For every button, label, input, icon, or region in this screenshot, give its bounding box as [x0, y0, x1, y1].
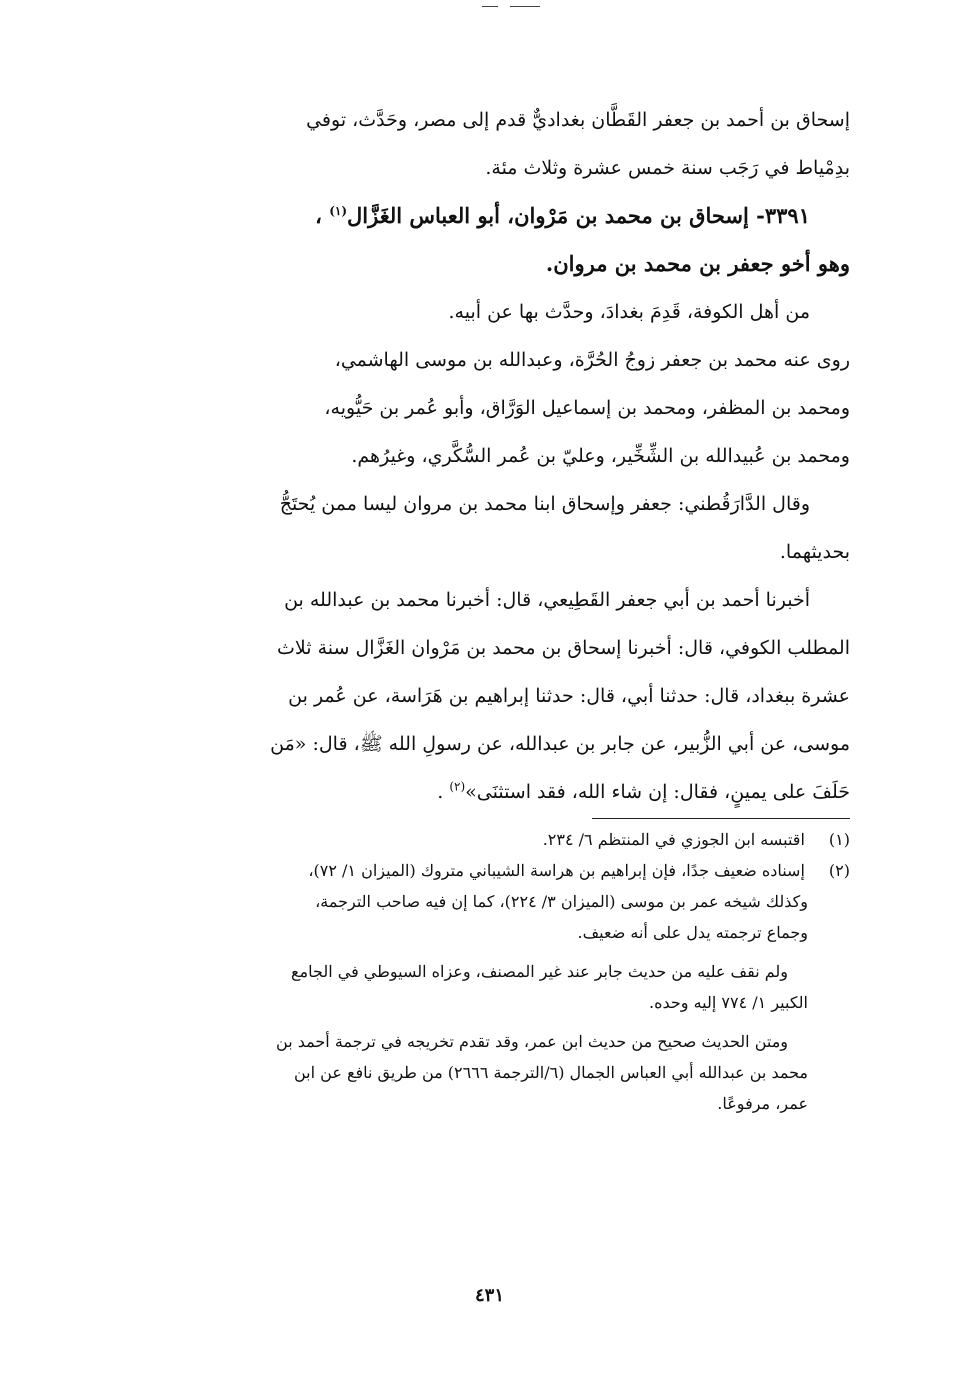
- text-line: وقال الدَّارَقُطني: جعفر وإسحاق ابنا محمد بن مروان ليسا ممن يُحتَجُّ: [279, 493, 810, 515]
- text-line: حَلَفَ على يمينٍ، فقال: إن شاء الله، فقد استثنَى»$^{(٢)}$ .: [437, 779, 850, 803]
- footnote-line: وجماع ترجمته يدل على أنه ضعيف.: [577, 923, 808, 942]
- text-line: بدِمْياط في رَجَب سنة خمس عشرة وثلاث مئة.: [485, 157, 850, 179]
- header-rule: [482, 6, 498, 7]
- footnote-ref: (١): [329, 204, 348, 218]
- text-line: من أهل الكوفة، قَدِمَ بغدادَ، وحدَّث بها عن أبيه.: [448, 301, 810, 323]
- text-line: ومحمد بن المظفر، ومحمد بن إسماعيل الوَرَّاق، وأبو عُمر بن حَيُّويه،: [324, 397, 850, 419]
- footnote-number: (٢): [828, 861, 850, 880]
- footnote-line: ولم نقف عليه من حديث جابر عند غير المصنف، وعزاه السيوطي في الجامع: [291, 962, 788, 981]
- text-line: إسحاق بن أحمد بن جعفر القَطَّان بغداديٌّ قدم إلى مصر، وحَدَّث، توفي: [306, 109, 850, 131]
- footnote-line: وكذلك شيخه عمر بن موسى (الميزان ٣/ ٢٢٤)، كما إن فيه صاحب الترجمة،: [315, 892, 808, 911]
- footnote-line: ومتن الحديث صحيح من حديث ابن عمر، وقد تقدم تخريجه في ترجمة أحمد بن: [276, 1032, 788, 1051]
- text-line: بحديثهما.: [779, 541, 850, 563]
- text-line: أخبرنا أحمد بن أبي جعفر القَطِيعي، قال: أخبرنا محمد بن عبدالله بن: [284, 589, 810, 611]
- page-number: ٤٣١: [474, 1285, 504, 1306]
- footnote-1: (١) اقتبسه ابن الجوزي في المنتظم ٦/ ٢٣٤.: [138, 824, 850, 855]
- text-line: عشرة ببغداد، قال: حدثنا أبي، قال: حدثنا إبراهيم بن هَرَاسة، عن عُمر بن: [288, 685, 850, 707]
- footnote-2: (٢) إسناده ضعيف جدًا، فإن إبراهيم بن هراسة الشيباني متروك (الميزان ١/ ٧٢)،: [138, 855, 850, 886]
- footnote-line: عمر، مرفوعًا.: [717, 1094, 808, 1113]
- footnote-line: الكبير ١/ ٧٧٤ إليه وحده.: [649, 993, 808, 1012]
- text-line: موسى، عن أبي الزُّبير، عن جابر بن عبدالله، عن رسولِ الله ﷺ، قال: «مَن: [270, 733, 850, 755]
- footnote-line: محمد بن عبدالله أبي العباس الجمال (٦/الترجمة ٢٦٦٦) من طريق نافع عن ابن: [293, 1063, 808, 1082]
- header-rule: [510, 6, 540, 7]
- entry-subheading: وهو أخو جعفر بن محمد بن مروان.: [545, 251, 850, 276]
- text-line: روى عنه محمد بن جعفر زوجُ الحُرَّة، وعبدالله بن موسى الهاشمي،: [334, 349, 850, 371]
- entry-heading: ٣٣٩١- إسحاق بن محمد بن مَرْوان، أبو العباس الغَزَّال$^{(١)}$ ،: [315, 203, 810, 228]
- footnotes: [138, 824, 850, 1119]
- footnote-separator: [592, 818, 850, 819]
- footnote-ref: (٢): [449, 779, 466, 794]
- text-line: ومحمد بن عُبيدالله بن الشِّخِّير، وعليّ بن عُمر السُّكَّري، وغيرُهم.: [351, 445, 850, 467]
- footnote-number: (١): [828, 830, 850, 849]
- text-line: المطلب الكوفي، قال: أخبرنا إسحاق بن محمد بن مَرْوان الغَزَّال سنة ثلاث: [277, 637, 850, 659]
- main-text: [138, 96, 850, 816]
